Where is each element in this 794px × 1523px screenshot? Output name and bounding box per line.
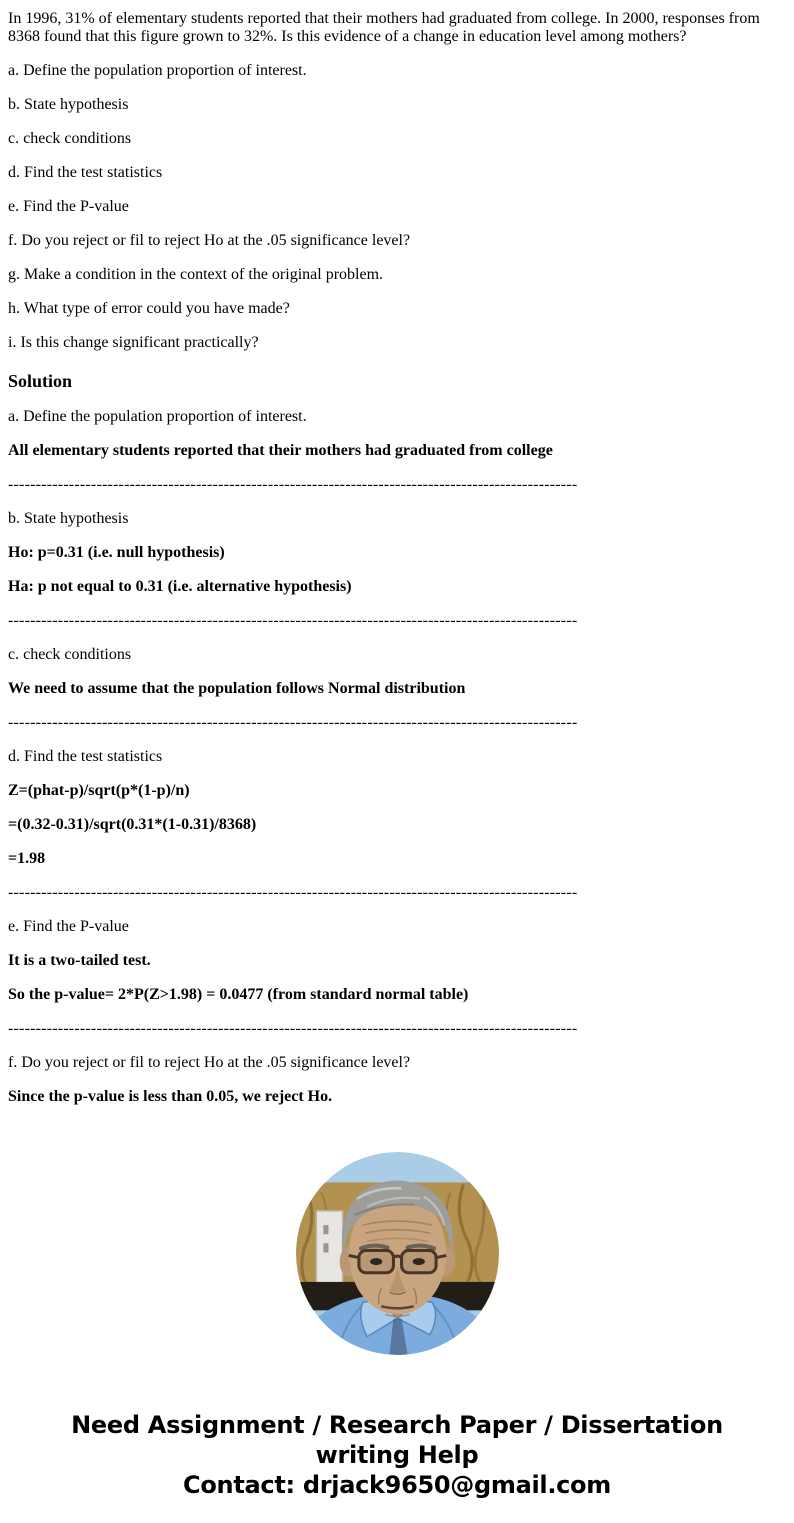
solution-answer-e-pvalue: So the p-value= 2*P(Z>1.98) = 0.0477 (from standard normal table) (8, 986, 469, 1003)
solution-answer-c: We need to assume that the population follows Normal distribution (8, 680, 466, 697)
solution-prompt-e: e. Find the P-value (8, 918, 129, 935)
solution-prompt-a: a. Define the population proportion of interest. (8, 408, 307, 425)
solution-answer-d-result: =1.98 (8, 850, 46, 867)
question-item-c: c. check conditions (8, 130, 132, 147)
question-item-d: d. Find the test statistics (8, 164, 163, 181)
footer (0, 1410, 794, 1500)
solution-answer-a: All elementary students reported that their mothers had graduated from college (8, 442, 553, 459)
solution-prompt-f: f. Do you reject or fil to reject Ho at the .05 significance level? (8, 1054, 411, 1071)
question-item-i: i. Is this change significant practically? (8, 334, 259, 351)
section-divider: ------------------------------------------------------------------------------------------------------- (8, 612, 578, 629)
footer-heading: Need Assignment / Research Paper / Dissertation writing Help (71, 1411, 723, 1469)
solution-prompt-c: c. check conditions (8, 646, 132, 663)
question-item-b: b. State hypothesis (8, 96, 129, 113)
tutor-avatar-photo (296, 1152, 499, 1355)
section-divider: ------------------------------------------------------------------------------------------------------- (8, 714, 578, 731)
solution-answer-e-type: It is a two-tailed test. (8, 952, 151, 969)
section-divider: ------------------------------------------------------------------------------------------------------- (8, 884, 578, 901)
solution-prompt-d: d. Find the test statistics (8, 748, 163, 765)
question-item-a: a. Define the population proportion of interest. (8, 62, 307, 79)
solution-answer-b-alt: Ha: p not equal to 0.31 (i.e. alternative hypothesis) (8, 578, 352, 595)
solution-heading: Solution (8, 371, 73, 391)
question-item-e: e. Find the P-value (8, 198, 129, 215)
question-item-h: h. What type of error could you have made? (8, 300, 290, 317)
avatar-section (0, 1152, 794, 1360)
footer-contact: Contact: drjack9650@gmail.com (183, 1471, 611, 1499)
section-divider: ------------------------------------------------------------------------------------------------------- (8, 1020, 578, 1037)
solution-answer-d-formula: Z=(phat-p)/sqrt(p*(1-p)/n) (8, 782, 190, 799)
solution-prompt-b: b. State hypothesis (8, 510, 129, 527)
question-intro: In 1996, 31% of elementary students reported that their mothers had graduated from college. In 2000, responses from 8368 found that this figure grown to 32%. Is this evidence of a change in education level among mothers? (8, 10, 764, 45)
question-item-f: f. Do you reject or fil to reject Ho at the .05 significance level? (8, 232, 411, 249)
question-item-g: g. Make a condition in the context of the original problem. (8, 266, 384, 283)
solution-answer-b-null: Ho: p=0.31 (i.e. null hypothesis) (8, 544, 225, 561)
solution-answer-d-substitution: =(0.32-0.31)/sqrt(0.31*(1-0.31)/8368) (8, 816, 257, 833)
solution-answer-f: Since the p-value is less than 0.05, we reject Ho. (8, 1088, 333, 1105)
section-divider: ------------------------------------------------------------------------------------------------------- (8, 476, 578, 493)
